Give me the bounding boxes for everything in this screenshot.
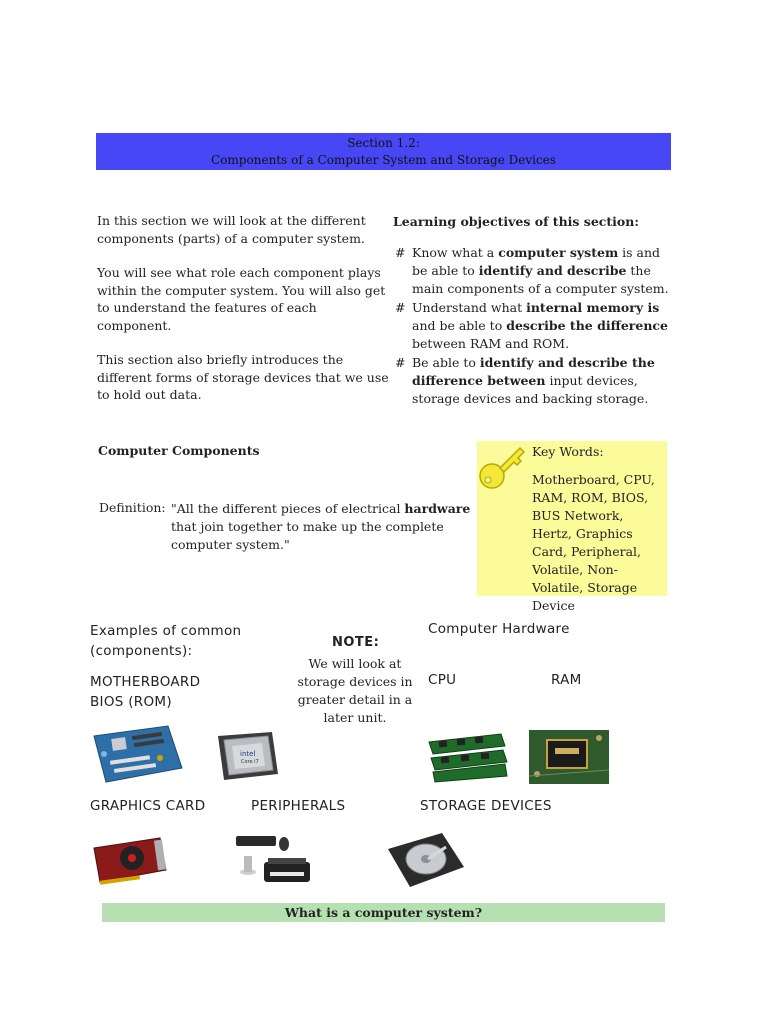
cpu-chip-image	[216, 730, 280, 786]
note-body: We will look at storage devices in greater detail in a later unit.	[297, 656, 413, 725]
bios-label: BIOS (ROM)	[90, 694, 172, 710]
intro-text	[97, 212, 392, 421]
svg-text:intel: intel	[240, 750, 256, 758]
section-number: Section 1.2:	[347, 136, 420, 150]
examples-title	[90, 621, 241, 661]
examples-title-line-2: (components):	[90, 643, 193, 659]
examples-title-line-1: Examples of common	[90, 623, 242, 639]
objectives-title: Learning objectives of this section:	[393, 214, 639, 229]
components-title: Computer Components	[98, 443, 260, 458]
objective-text: Be able to	[412, 355, 480, 370]
objective-text: is and be able to	[412, 245, 661, 278]
objective-text: the main components of a computer system.	[412, 263, 669, 296]
section-title: Components of a Computer System and Storage Devices	[211, 153, 556, 167]
graphics-card-image	[90, 834, 170, 892]
ram-sticks-image	[427, 732, 509, 788]
objective-item	[395, 299, 675, 353]
motherboard-label: MOTHERBOARD	[90, 674, 201, 690]
objective-item	[395, 244, 675, 298]
bullet-hash: #	[395, 355, 406, 370]
ram-label: RAM	[551, 672, 582, 688]
key-icon	[478, 442, 528, 496]
definition-pre: "All the different pieces of electrical	[171, 501, 405, 516]
objective-bold-text: describe the difference	[506, 318, 668, 333]
definition-text	[171, 500, 471, 554]
bullet-hash: #	[395, 245, 406, 260]
objective-bold-text: computer system	[498, 245, 619, 260]
footer-question: What is a computer system?	[102, 903, 665, 922]
motherboard-image	[90, 724, 185, 788]
keywords-title: Key Words:	[532, 444, 604, 459]
peripherals-label: PERIPHERALS	[251, 798, 346, 814]
svg-text:Core i7: Core i7	[241, 759, 259, 765]
peripherals-image	[234, 832, 314, 894]
objective-text: Know what a	[412, 245, 499, 260]
objective-bold-text: identify and describe	[478, 263, 627, 278]
objective-text: and be able to	[412, 318, 507, 333]
objective-item	[395, 354, 675, 408]
note-title: NOTE:	[332, 635, 380, 650]
intro-paragraph-2: You will see what role each component plays within the computer system. You will also get to understand the features of each component.	[97, 265, 386, 333]
keywords-list: Motherboard, CPU, RAM, ROM, BIOS, BUS Network, Hertz, Graphics Card, Peripheral, Volatile, Non-Volatile, Storage Device	[532, 472, 655, 613]
graphics-card-label: GRAPHICS CARD	[90, 798, 206, 814]
objective-bold-text: internal memory is	[526, 300, 660, 315]
bullet-hash: #	[395, 300, 406, 315]
storage-devices-label: STORAGE DEVICES	[420, 798, 552, 814]
intro-paragraph-3: This section also briefly introduces the different forms of storage devices that we use to hold out data.	[97, 352, 389, 402]
definition-post: that join together to make up the complete computer system."	[171, 519, 444, 552]
definition-label: Definition:	[99, 500, 166, 515]
objectives-list	[395, 244, 675, 409]
hardware-title: Computer Hardware	[428, 621, 570, 637]
hard-drive-image	[384, 831, 468, 893]
cpu-label: CPU	[428, 672, 457, 688]
motherboard-bios-label	[90, 672, 200, 712]
objective-text: Understand what	[412, 300, 527, 315]
bios-chip-image	[529, 730, 609, 788]
section-header	[96, 133, 671, 170]
intro-paragraph-1: In this section we will look at the different components (parts) of a computer system.	[97, 213, 366, 246]
objective-text: input devices, storage devices and backing storage.	[412, 373, 649, 406]
objective-text: between RAM and ROM.	[412, 336, 570, 351]
objective-bold-text: identify and describe the difference between	[412, 355, 655, 388]
definition-bold: hardware	[404, 501, 471, 516]
